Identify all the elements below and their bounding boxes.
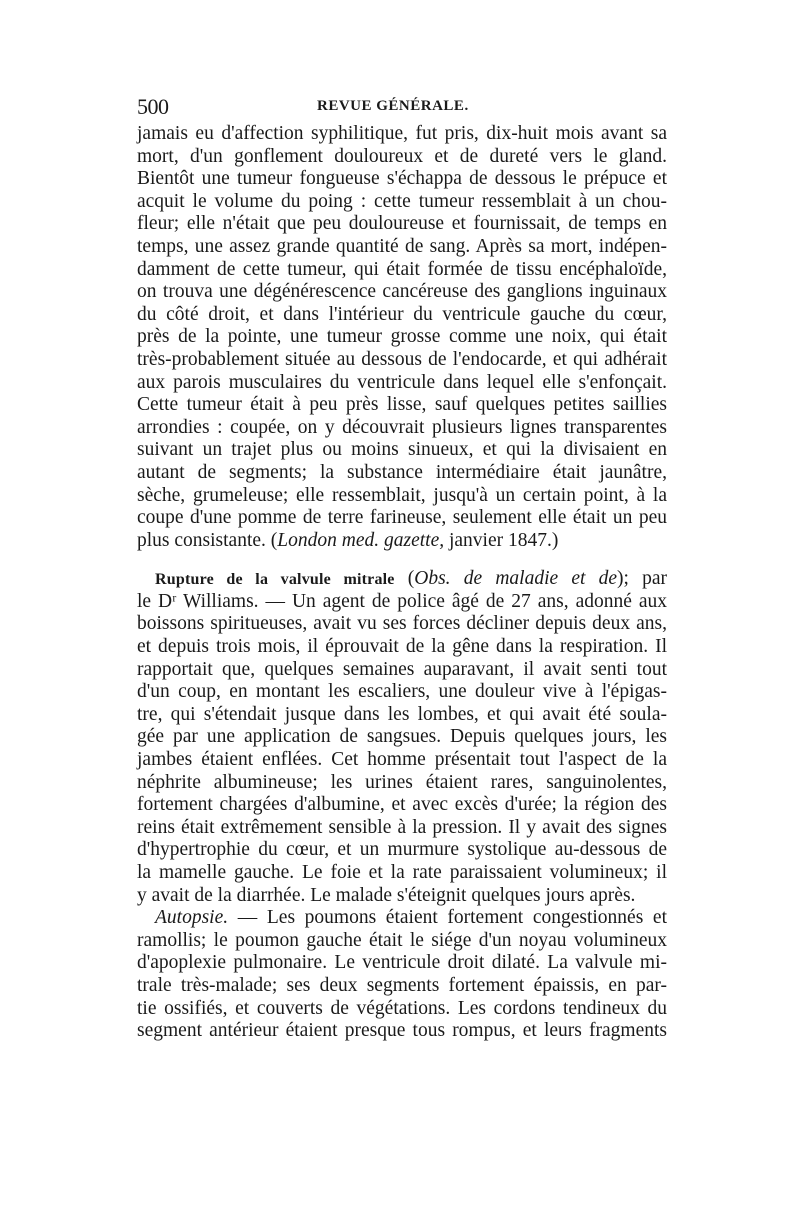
- text-line: mort, d'un gonflement douloureux et de dureté vers le gland.: [137, 145, 667, 167]
- text-line: reins était extrêmement sensible à la pression. Il y avait des signes: [137, 816, 667, 838]
- text-line: damment de cette tumeur, qui était formée de tissu encéphaloïde,: [137, 258, 667, 280]
- paragraph-tumor-case: [137, 123, 667, 552]
- text-fragment: (: [394, 568, 415, 590]
- text-line: d'apoplexie pulmonaire. Le ventricule droit dilaté. La valvule mi-: [137, 952, 667, 974]
- text-line: jambes étaient enflées. Cet homme présentait tout l'aspect de la: [137, 749, 667, 771]
- text-line: tie ossifiés, et couverts de végétations. Les cordons tendineux du: [137, 997, 667, 1019]
- text-line: y avait de la diarrhée. Le malade s'éteignit quelques jours après.: [137, 884, 636, 906]
- paragraph-gap: [137, 552, 667, 568]
- text-line: segment antérieur étaient presque tous rompus, et leurs fragments: [137, 1020, 667, 1042]
- text-line: Cette tumeur était à peu près lisse, sauf quelques petites saillies: [137, 394, 667, 416]
- text-line: très-probablement située au dessous de l'endocarde, et qui adhérait: [137, 348, 667, 370]
- text-fragment: ); par: [616, 568, 667, 590]
- text-line: d'un coup, en montant les escaliers, une douleur vive à l'épigas-: [137, 681, 667, 703]
- text-line: ramollis; le poumon gauche était le siége d'un noyau volumineux: [137, 929, 667, 951]
- text-line: boissons spiritueuses, avait vu ses forces décliner depuis deux ans,: [137, 613, 667, 635]
- text-line: rapportait que, quelques semaines auparavant, il avait senti tout: [137, 658, 667, 680]
- title-italic: Obs. de maladie et de: [414, 568, 617, 590]
- section-heading-line: [137, 568, 667, 591]
- text-line: sèche, grumeleuse; elle ressemblait, jusqu'à un certain point, à la: [137, 484, 667, 506]
- text-line: coupe d'une pomme de terre farineuse, seulement elle était un peu: [137, 507, 667, 529]
- page-number: 500: [137, 94, 169, 119]
- text-line: fortement chargées d'albumine, et avec excès d'urée; la région des: [137, 794, 667, 816]
- text-line: près de la pointe, une tumeur grosse comme une noix, qui était: [137, 326, 667, 348]
- text-line: jamais eu d'affection syphilitique, fut pris, dix-huit mois avant sa: [137, 123, 667, 144]
- text-line: néphrite albumineuse; les urines étaient rares, sanguinolentes,: [137, 771, 667, 793]
- text-line: arrondies : coupée, on y découvrait plusieurs lignes transparentes: [137, 416, 667, 438]
- page-header: [137, 94, 667, 122]
- text-line: et depuis trois mois, il éprouvait de la gêne dans la respiration. Il: [137, 636, 667, 658]
- page-body: [137, 123, 667, 1043]
- text-line: fleur; elle n'était que peu douloureuse et fournissait, de temps en: [137, 213, 667, 235]
- paragraph-mitral-rupture: [137, 568, 667, 907]
- text-line-citation: [137, 530, 667, 553]
- text-line: Bientôt une tumeur fongueuse s'échappa de dessous le prépuce et: [137, 168, 667, 190]
- autopsy-first-line: [137, 907, 667, 930]
- text-line: aux parois musculaires du ventricule dans lequel elle s'enfonçait.: [137, 371, 667, 393]
- text-fragment: janvier 1847.): [444, 529, 559, 551]
- text-line: acquit le volume du poing : cette tumeur ressemblait à un chou-: [137, 190, 667, 212]
- running-head: REVUE GÉNÉRALE.: [317, 98, 469, 114]
- text-line: la mamelle gauche. Le foie et la rate paraissaient volumineux; il: [137, 862, 667, 883]
- section-title: Rupture de la valvule mitrale: [155, 571, 395, 589]
- text-fragment: — Les poumons étaient fortement congestionnés et: [228, 907, 667, 929]
- text-line: temps, une assez grande quantité de sang. Après sa mort, indépen-: [137, 235, 667, 257]
- paragraph-autopsy: [137, 907, 667, 1043]
- autopsy-label: Autopsie.: [155, 907, 229, 929]
- text-fragment: plus consistante. (: [137, 529, 278, 551]
- text-line: trale très-malade; ses deux segments fortement épaissis, en par-: [137, 974, 667, 996]
- text-line: on trouva une dégénérescence cancéreuse des ganglions inguinaux: [137, 281, 667, 303]
- text-line: le Dʳ Williams. — Un agent de police âgé de 27 ans, adonné aux: [137, 590, 667, 612]
- text-line: du côté droit, et dans l'intérieur du ventricule gauche du cœur,: [137, 303, 667, 325]
- text-line: tre, qui s'étendait jusque dans les lombes, et qui avait été soula-: [137, 703, 667, 725]
- text-line: d'hypertrophie du cœur, et un murmure systolique au-dessous de: [137, 839, 667, 861]
- text-line: gée par une application de sangsues. Depuis quelques jours, les: [137, 726, 667, 748]
- journal-citation: London med. gazette,: [277, 529, 445, 551]
- text-line: autant de segments; la substance intermédiaire était jaunâtre,: [137, 461, 667, 483]
- text-line: suivant un trajet plus ou moins sinueux, et qui la divisaient en: [137, 439, 667, 461]
